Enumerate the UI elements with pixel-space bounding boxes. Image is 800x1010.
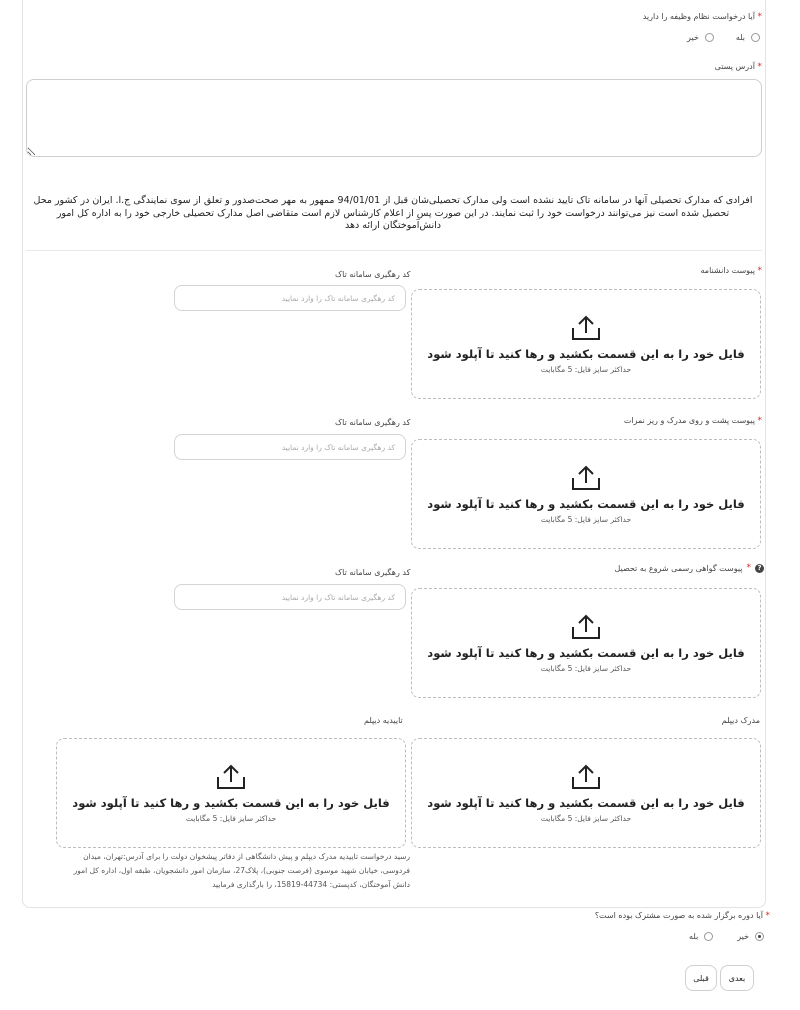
upload-icon <box>569 614 603 640</box>
upload-dropzone-2[interactable] <box>411 439 761 549</box>
upload-instruction: فایل خود را به این قسمت بکشید و رها کنید تا آپلود شود <box>427 795 745 810</box>
upload-instruction: فایل خود را به این قسمت بکشید و رها کنید تا آپلود شود <box>427 346 745 361</box>
tracking-input-1[interactable] <box>174 285 406 311</box>
joint-no-radio[interactable] <box>755 932 764 941</box>
upload-instruction: فایل خود را به این قسمت بکشید و رها کنید تا آپلود شود <box>427 645 745 660</box>
tracking-input-2[interactable] <box>174 434 406 460</box>
joint-radio-group <box>689 932 764 941</box>
upload-max-size: حداکثر سایز فایل: 5 مگابایت <box>540 514 632 524</box>
tracking-label-1: کد رهگیری سامانه تاک <box>335 270 411 279</box>
upload-icon <box>569 465 603 491</box>
duty-question-label: * آیا درخواست نظام وظیفه را دارید <box>642 12 762 22</box>
duty-no-radio[interactable] <box>705 33 714 42</box>
diploma-confirm-label: تاییدیه دیپلم <box>364 716 403 725</box>
duty-no-label: خیر <box>687 33 699 42</box>
attachment-label-3: ? * پیوست گواهی رسمی شروع به تحصیل <box>614 563 764 573</box>
upload-max-size: حداکثر سایز فایل: 5 مگابایت <box>540 663 632 673</box>
joint-question-label: * آیا دوره برگزار شده به صورت مشترک بوده است؟ <box>594 911 770 921</box>
upload-max-size: حداکثر سایز فایل: 5 مگابایت <box>540 364 632 374</box>
divider <box>26 250 762 251</box>
previous-button[interactable]: قبلی <box>685 965 717 991</box>
help-icon[interactable]: ? <box>755 564 764 573</box>
diploma-dropzone[interactable] <box>411 738 761 848</box>
upload-icon <box>214 764 248 790</box>
attachment-label-1: * پیوست دانشنامه <box>700 266 762 276</box>
upload-icon <box>569 764 603 790</box>
diploma-confirm-dropzone[interactable] <box>56 738 406 848</box>
next-button[interactable]: بعدی <box>720 965 754 991</box>
address-label: * آدرس پستی <box>714 62 762 72</box>
tracking-label-3: کد رهگیری سامانه تاک <box>335 568 411 577</box>
attachment-label-2: * پیوست پشت و روی مدرک و ریز نمرات <box>623 416 762 426</box>
upload-instruction: فایل خود را به این قسمت بکشید و رها کنید تا آپلود شود <box>72 795 390 810</box>
joint-yes-label: بله <box>689 932 699 941</box>
upload-instruction: فایل خود را به این قسمت بکشید و رها کنید تا آپلود شود <box>427 496 745 511</box>
diploma-label: مدرک دیپلم <box>721 716 760 725</box>
info-text: افرادی که مدارک تحصیلی آنها در سامانه تاک تایید نشده است ولی مدارک تحصیلی‌شان قبل از 94/01/01 ممهور به مهر صحت‌صدور و تعلق از سوی نمایندگی ج.ا. ایران در کشور محل تحصیل شده است نیز می‌توانند درخواست خود را ثبت نمایند. در این صورت پس از اعلام کارشناس لازم است متقاضی اصل مدارک تحصیلی خارجی خود را به اداره کل امور دانش‌آموختگان ارائه دهد <box>33 195 753 231</box>
upload-max-size: حداکثر سایز فایل: 5 مگابایت <box>540 813 632 823</box>
duty-radio-group <box>687 33 760 42</box>
joint-yes-radio[interactable] <box>704 932 713 941</box>
duty-yes-radio[interactable] <box>751 33 760 42</box>
address-textarea[interactable] <box>26 79 762 157</box>
joint-no-label: خیر <box>737 932 749 941</box>
diploma-note: رسید درخواست تاییدیه مدرک دیپلم و پیش دانشگاهی از دفاتر پیشخوان دولت را برای آدرس:تهران، میدان فردوسی، خیابان شهید موسوی (فرصت جنوبی)، پلاک27، سازمان امور دانشجویان، طبقه اول، اداره کل امور دانش آموختگان، کدپستی: 44734-15819، را بارگذاری فرمایید <box>73 852 410 889</box>
upload-icon <box>569 315 603 341</box>
tracking-input-3[interactable] <box>174 584 406 610</box>
upload-max-size: حداکثر سایز فایل: 5 مگابایت <box>185 813 277 823</box>
upload-dropzone-3[interactable] <box>411 588 761 698</box>
upload-dropzone-1[interactable] <box>411 289 761 399</box>
duty-yes-label: بله <box>735 33 745 42</box>
tracking-label-2: کد رهگیری سامانه تاک <box>335 418 411 427</box>
